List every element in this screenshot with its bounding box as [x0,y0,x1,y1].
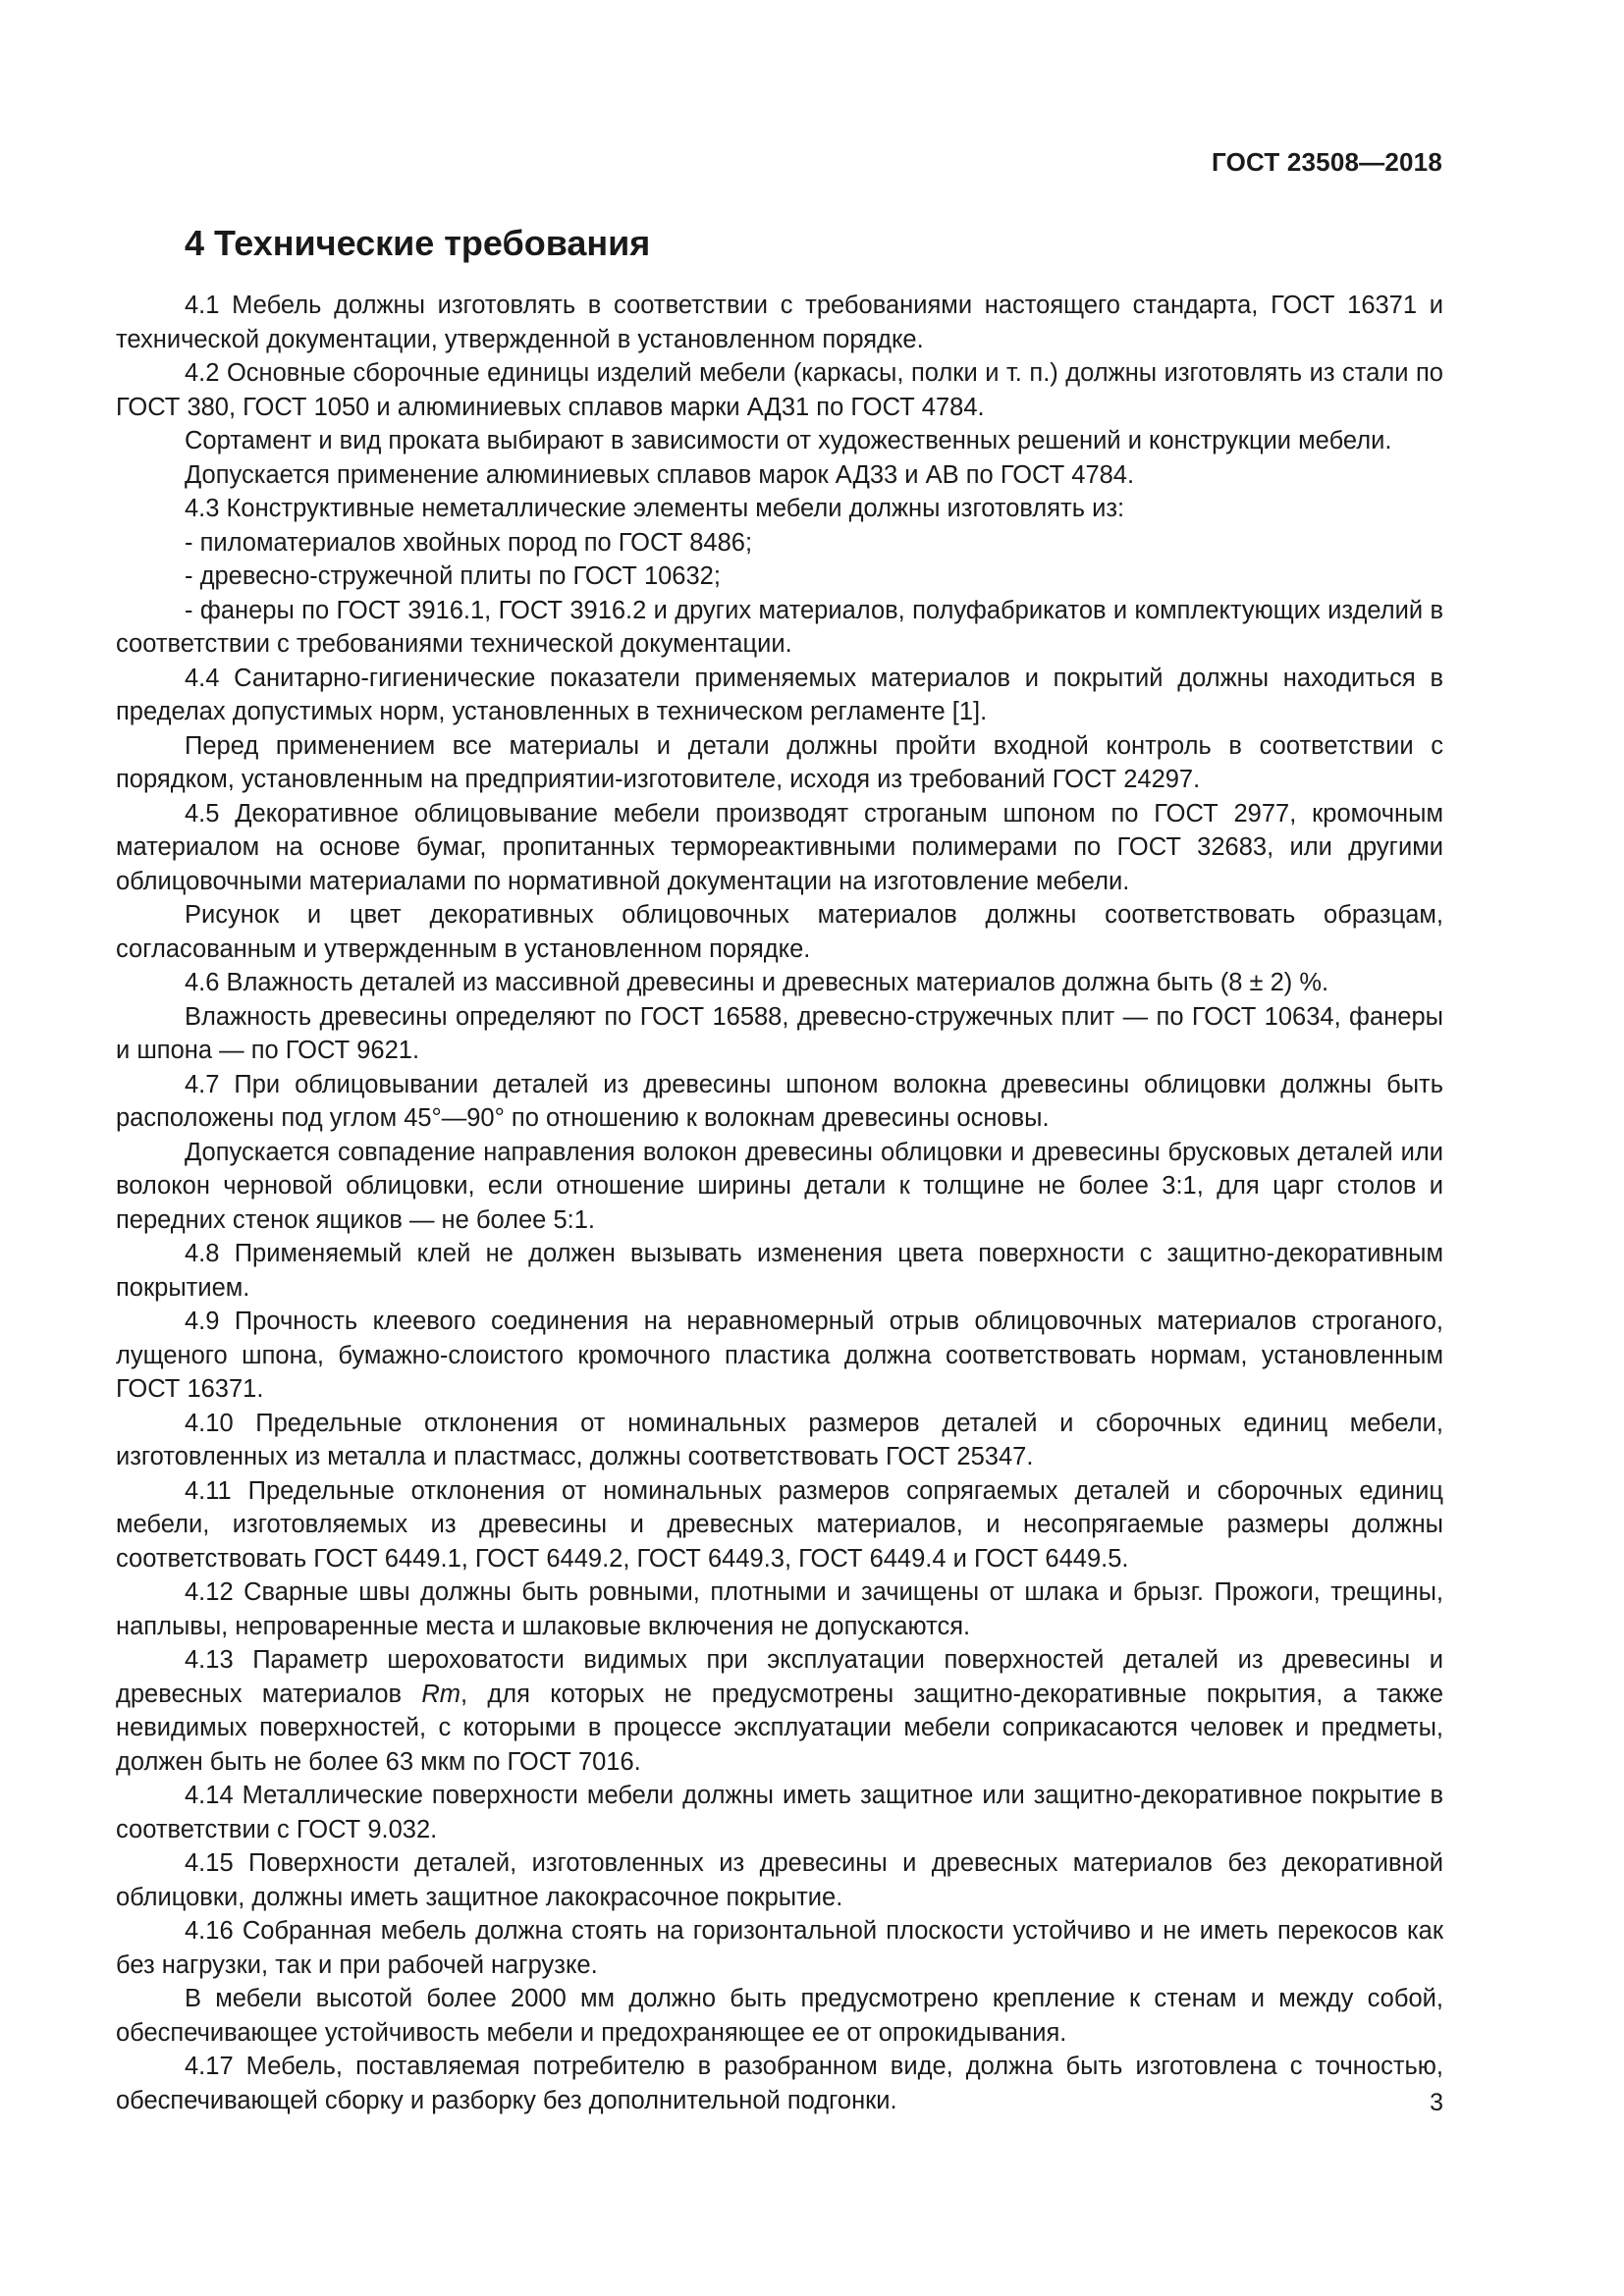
paragraph-4-10: 4.10 Предельные отклонения от номинальных размеров деталей и сборочных единиц мебели, изготовленных из металла и пластмасс, должны соответствовать ГОСТ 25347. [116,1409,1443,1470]
roughness-symbol: Rm [421,1680,461,1708]
paragraph-4-4: 4.4 Санитарно-гигиенические показатели применяемых материалов и покрытий должны находиться в пределах допустимых норм, установленных в техническом регламенте [1]. [116,664,1443,725]
document-number: ГОСТ 23508—2018 [1212,147,1442,177]
page-number: 3 [1430,2089,1443,2116]
paragraph-4-13: 4.13 Параметр шероховатости видимых при эксплуатации поверхностей деталей из древесины и древесных материалов Rm, для которых не предусмотрены защитно-декоративные покрытия, а также невидимых поверхностей, с которыми в процессе эксплуатации мебели соприкасаются человек и предметы, должен быть не более 63 мкм по ГОСТ 7016. [116,1646,1443,1776]
paragraph-fiber-direction: Допускается совпадение направления волокон древесины облицовки и древесины брусковых деталей или волокон черновой облицовки, если отношение ширины детали к толщине не более 3:1, для царг столов и передних стенок ящиков — не более 5:1. [116,1138,1443,1234]
paragraph-moisture: Влажность древесины определяют по ГОСТ 16588, древесно-стружечных плит — по ГОСТ 10634, фанеры и шпона — по ГОСТ 9621. [116,1002,1443,1064]
paragraph-pattern-color: Рисунок и цвет декоративных облицовочных материалов должны соответствовать образцам, согласованным и утвержденным в установленном порядке. [116,901,1443,963]
paragraph-4-7: 4.7 При облицовывании деталей из древесины шпоном волокна древесины облицовки должны быть расположены под углом 45°—90° по отношению к волокнам древесины основы. [116,1070,1443,1132]
section-title: 4 Технические требования [185,223,651,263]
paragraph-4-17: 4.17 Мебель, поставляемая потребителю в разобранном виде, должна быть изготовлена с точностью, обеспечивающей сборку и разборку без дополнительной подгонки. [116,2053,1443,2114]
paragraph-wall-mounting: В мебели высотой более 2000 мм должно быть предусмотрено крепление к стенам и между собой, обеспечивающее устойчивость мебели и предохраняющее ее от опрокидывания. [116,1985,1443,2047]
paragraph-input-control: Перед применением все материалы и детали должны пройти входной контроль в соответствии с порядком, установленным на предприятии-изготовителе, исходя из требований ГОСТ 24297. [116,731,1443,793]
paragraph-4-3: 4.3 Конструктивные неметаллические элементы мебели должны изготовлять из: [185,495,1125,522]
paragraph-4-15: 4.15 Поверхности деталей, изготовленных из древесины и древесных материалов без декоративной облицовки, должны иметь защитное лакокрасочное покрытие. [116,1849,1443,1911]
list-item-lumber: - пиломатериалов хвойных пород по ГОСТ 8486; [185,528,753,557]
list-item-particleboard: - древесно-стружечной плиты по ГОСТ 10632; [185,562,721,590]
paragraph-4-6: 4.6 Влажность деталей из массивной древесины и древесных материалов должна быть (8 ± 2) %. [185,969,1329,996]
document-body [116,214,1443,2117]
paragraph-4-5: 4.5 Декоративное облицовывание мебели производят строганым шпоном по ГОСТ 2977, кромочным материалом на основе бумаг, пропитанных термореактивными полимерами по ГОСТ 32683, или другими облицовочными материалами по нормативной документации на изготовление мебели. [116,799,1443,895]
list-item-plywood: - фанеры по ГОСТ 3916.1, ГОСТ 3916.2 и других материалов, полуфабрикатов и комплектующих изделий в соответствии с требованиями технической документации. [116,596,1443,658]
paragraph-alloys: Допускается применение алюминиевых сплавов марок АД33 и АВ по ГОСТ 4784. [185,460,1135,489]
paragraph-4-1: 4.1 Мебель должны изготовлять в соответствии с требованиями настоящего стандарта, ГОСТ 16371 и технической документации, утвержденной в установленном порядке. [116,292,1443,353]
paragraph-4-16: 4.16 Собранная мебель должна стоять на горизонтальной плоскости устойчиво и не иметь перекосов как без нагрузки, так и при рабочей нагрузке. [116,1917,1443,1979]
paragraph-4-11: 4.11 Предельные отклонения от номинальных размеров сопрягаемых деталей и сборочных единиц мебели, изготовляемых из древесины и древесных материалов, и несопрягаемые размеры должны соответствовать ГОСТ 6449.1, ГОСТ 6449.2, ГОСТ 6449.3, ГОСТ 6449.4 и ГОСТ 6449.5. [116,1476,1443,1573]
paragraph-assortment: Сортамент и вид проката выбирают в зависимости от художественных решений и конструкции мебели. [185,427,1392,454]
paragraph-4-14: 4.14 Металлические поверхности мебели должны иметь защитное или защитно-декоративное покрытие в соответствии с ГОСТ 9.032. [116,1782,1443,1843]
paragraph-4-9: 4.9 Прочность клеевого соединения на неравномерный отрыв облицовочных материалов строганого, лущеного шпона, бумажно-слоистого кромочного пластика должна соответствовать нормам, установленным ГОСТ 16371. [116,1308,1443,1403]
paragraph-4-2: 4.2 Основные сборочные единицы изделий мебели (каркасы, полки и т. п.) должны изготовлять из стали по ГОСТ 380, ГОСТ 1050 и алюминиевых сплавов марки АД31 по ГОСТ 4784. [116,359,1443,421]
paragraph-4-12: 4.12 Сварные швы должны быть ровными, плотными и зачищены от шлака и брызг. Прожоги, трещины, наплывы, непроваренные места и шлаковые включения не допускаются. [116,1578,1443,1640]
paragraph-4-8: 4.8 Применяемый клей не должен вызывать изменения цвета поверхности с защитно-декоративным покрытием. [116,1240,1443,1302]
